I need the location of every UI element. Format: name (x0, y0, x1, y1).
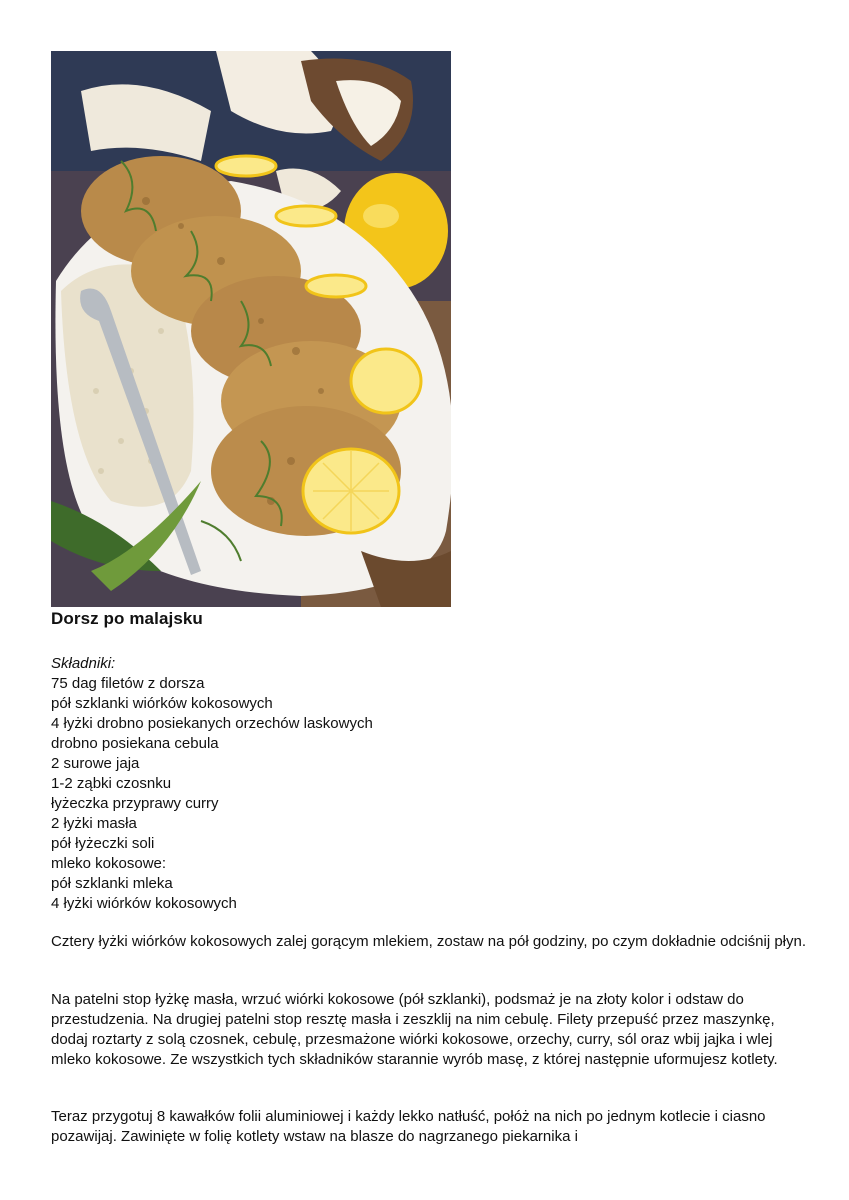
fish-cutlets-illustration (51, 51, 451, 607)
instruction-paragraph: Na patelni stop łyżkę masła, wrzuć wiórki kokosowe (pół szklanki), podsmaż je na złoty kolor i odstaw do przestudzenia. Na drugiej patelni stop resztę masła i zeszklij na nim cebulę. Filety przepuść przez maszynkę, dodaj roztarty z solą czosnek, cebulę, przesmażone wiórki kokosowe, orzechy, curry, sól oraz wbij jajka i wlej mleko kokosowe. Ze wszystkich tych składników starannie wyrób masę, z której następnie uformujesz kotlety. (51, 991, 778, 1068)
ingredient-item: pół szklanki mleka (51, 875, 173, 892)
ingredient-item: pół szklanki wiórków kokosowych (51, 695, 273, 712)
ingredient-item: 2 surowe jaja (51, 755, 140, 772)
ingredient-item: 1-2 ząbki czosnku (51, 775, 172, 792)
ingredient-item: 75 dag filetów z dorsza (51, 675, 205, 692)
ingredient-item: łyżeczka przyprawy curry (51, 795, 219, 812)
ingredient-item: drobno posiekana cebula (51, 735, 219, 752)
ingredients-heading: Składniki: (51, 655, 116, 672)
ingredients-section (51, 654, 373, 914)
instruction-paragraph: Teraz przygotuj 8 kawałków folii aluminiowej i każdy lekko natłuść, połóż na nich po jednym kotlecie i ciasno pozawijaj. Zawinięte w folię kotlety wstaw na blasze do nagrzanego piekarnika i (51, 1108, 766, 1145)
recipe-title: Dorsz po malajsku (51, 609, 203, 628)
ingredient-item: 4 łyżki drobno posiekanych orzechów laskowych (51, 715, 373, 732)
instruction-paragraph: Cztery łyżki wiórków kokosowych zalej gorącym mlekiem, zostaw na pół godziny, po czym dokładnie odciśnij płyn. (51, 933, 807, 950)
ingredient-item: mleko kokosowe: (51, 855, 167, 872)
ingredient-item: pół łyżeczki soli (51, 835, 155, 852)
ingredient-item: 2 łyżki masła (51, 815, 137, 832)
ingredient-item: 4 łyżki wiórków kokosowych (51, 895, 237, 912)
recipe-photo (51, 51, 451, 607)
